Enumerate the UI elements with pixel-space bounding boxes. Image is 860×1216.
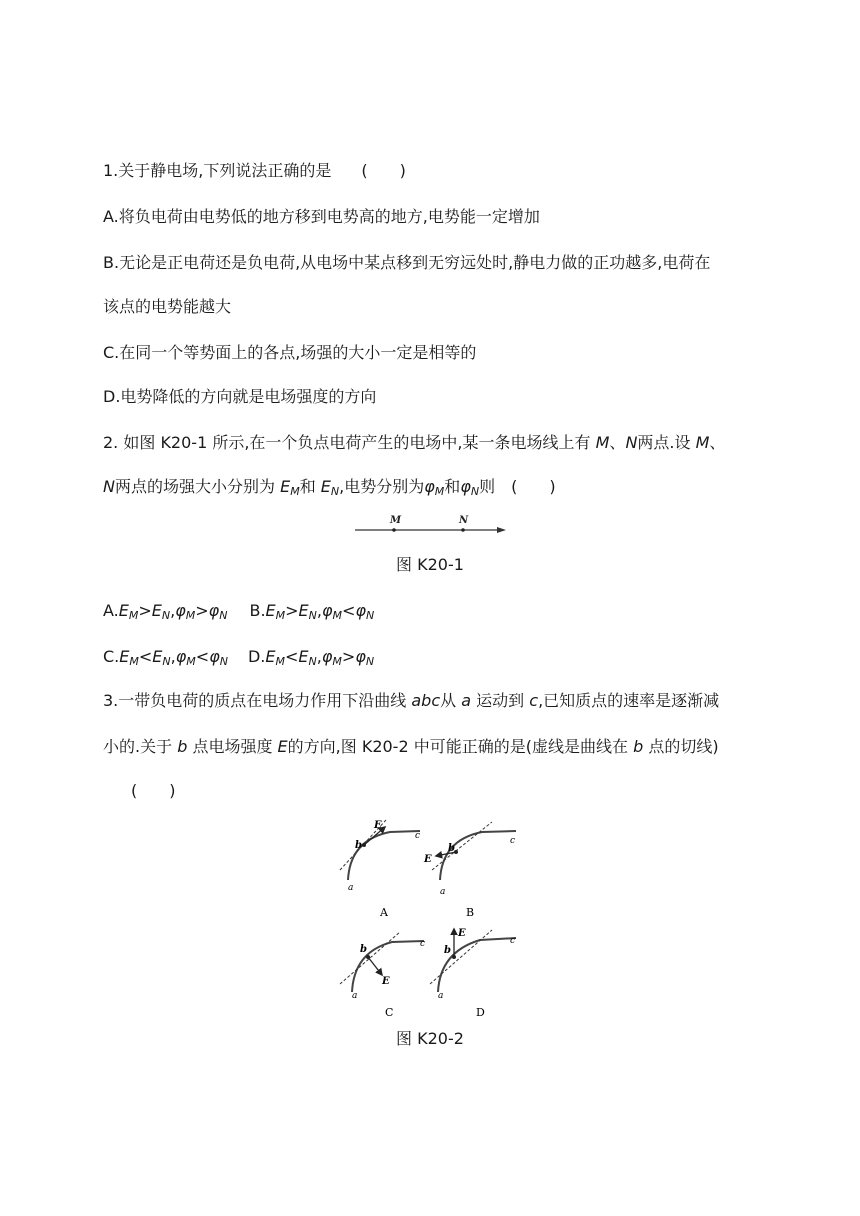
q2-phi-n: φ <box>460 477 471 496</box>
point-m-dot <box>392 528 396 532</box>
q2-point-n-2: N <box>103 477 115 496</box>
panel-c <box>340 932 425 1019</box>
point-m-label: M <box>390 515 402 526</box>
phi: φ <box>355 601 367 620</box>
phi: φ <box>208 601 220 620</box>
q1-option-d: D.电势降低的方向就是电场强度的方向 <box>103 387 377 406</box>
panel-label-c: C <box>385 1006 394 1019</box>
comma: , <box>170 601 176 620</box>
e: E <box>151 601 162 620</box>
q2-e-n: E <box>320 477 331 496</box>
comma: , <box>316 601 322 620</box>
label-e: E <box>382 976 390 987</box>
sub: M <box>128 609 139 622</box>
q3-text-2: 从 <box>440 691 457 710</box>
op: > <box>138 601 152 620</box>
q3-text-5: 小的.关于 <box>103 737 173 756</box>
q3-text-7: 的方向,图 K20-2 中可能正确的是(虚线是曲线在 <box>287 737 628 756</box>
e: E <box>265 647 276 666</box>
q3-stem-line2 <box>103 736 719 758</box>
trajectory-curve <box>440 831 516 880</box>
q3-b: b <box>177 737 188 756</box>
sub: N <box>308 609 317 622</box>
label-b: b <box>360 944 367 955</box>
trajectory-curve <box>348 831 420 880</box>
e: E <box>298 601 309 620</box>
comma: , <box>316 647 322 666</box>
q2-options-cd <box>103 646 374 668</box>
op: > <box>341 647 356 666</box>
q2-sub-m: M <box>290 485 300 498</box>
label-c: c <box>420 939 426 949</box>
panel-a <box>340 820 420 919</box>
q2-answer-paren: ( ) <box>511 477 556 496</box>
q2-point-m-2: M <box>695 433 710 452</box>
q2-opt-c-label: C. <box>103 647 120 666</box>
q3-text-6: 点电场强度 <box>192 737 273 756</box>
phi: φ <box>355 647 366 666</box>
point-n-label: N <box>459 515 469 526</box>
q3-c: c <box>529 691 539 710</box>
label-a: a <box>440 887 446 897</box>
op: < <box>285 647 299 666</box>
q2-point-n: N <box>625 433 638 452</box>
field-line-arrow <box>497 527 506 533</box>
phi: φ <box>209 647 220 666</box>
label-a: a <box>438 991 444 1001</box>
sub: N <box>308 655 317 668</box>
q1-stem-text: 1.关于静电场,下列说法正确的是 <box>103 161 332 180</box>
q2-stem-line1 <box>103 432 725 454</box>
q2-phi-m: φ <box>424 477 435 496</box>
sub: N <box>161 609 171 622</box>
label-e: E <box>458 928 466 939</box>
q2-text-3: 两点的场强大小分别为 <box>114 477 275 496</box>
label-c: c <box>415 831 421 841</box>
op: < <box>195 647 210 666</box>
q3-text-4: ,已知质点的速率是逐渐减 <box>538 691 720 710</box>
q3-stem-line1 <box>103 690 719 712</box>
figure-k20-1-caption: 图 K20-1 <box>396 555 464 574</box>
op: < <box>342 601 356 620</box>
sub: M <box>275 609 286 622</box>
phi: φ <box>321 647 333 666</box>
sub: N <box>365 655 375 668</box>
q2-e-m: E <box>280 477 291 496</box>
q2-and: 和 <box>299 477 316 496</box>
sub: N <box>162 655 171 668</box>
phi: φ <box>321 601 333 620</box>
figure-k20-2-caption: 图 K20-2 <box>396 1029 464 1048</box>
q2-text-2: 两点.设 <box>637 433 691 452</box>
figure-k20-2 <box>330 812 530 1022</box>
panel-label-b: B <box>466 906 475 919</box>
op: > <box>195 601 209 620</box>
op: > <box>285 601 299 620</box>
q2-stem-line2 <box>103 476 556 498</box>
sub: N <box>219 655 228 668</box>
e: E <box>118 601 129 620</box>
tangent-line <box>340 932 400 984</box>
field-arrow-e <box>368 957 382 975</box>
label-b: b <box>355 840 362 851</box>
q2-opt-b-label: B. <box>249 601 266 620</box>
panel-d <box>430 928 516 1019</box>
comma: , <box>170 647 176 666</box>
label-c: c <box>510 836 516 846</box>
phi: φ <box>175 601 186 620</box>
label-b: b <box>448 843 455 854</box>
q2-opt-d-label: D. <box>247 647 266 666</box>
label-e: E <box>424 854 432 865</box>
phi: φ <box>175 647 187 666</box>
q1-option-a: A.将负电荷由电势低的地方移到电势高的地方,电势能一定增加 <box>103 207 540 226</box>
q2-opt-a-label: A. <box>103 601 119 620</box>
label-b: b <box>444 945 451 956</box>
sub: M <box>185 609 196 622</box>
e: E <box>265 601 276 620</box>
sub: M <box>129 655 139 668</box>
q2-sep: 、 <box>609 433 626 452</box>
panel-label-d: D <box>476 1006 485 1019</box>
q3-text-3: 运动到 <box>476 691 525 710</box>
q2-sub-m-2: M <box>434 485 445 498</box>
label-e: E <box>374 820 382 831</box>
q1-option-c: C.在同一个等势面上的各点,场强的大小一定是相等的 <box>103 343 477 362</box>
sub: M <box>332 655 342 668</box>
label-a: a <box>352 991 358 1001</box>
q2-text-5: 则 <box>479 477 496 496</box>
q2-options-ab <box>103 600 374 622</box>
q2-sep-2: 、 <box>709 433 726 452</box>
point-n-dot <box>461 528 465 532</box>
e: E <box>152 647 163 666</box>
q2-sub-n: N <box>330 485 340 498</box>
e: E <box>119 647 130 666</box>
sub: M <box>186 655 196 668</box>
q3-text-1: 3.一带负电荷的质点在电场力作用下沿曲线 <box>103 691 407 710</box>
q2-text-4: ,电势分别为 <box>339 477 425 496</box>
panel-label-a: A <box>380 906 388 919</box>
q3-text-8: 点的切线) <box>648 737 719 756</box>
sub: M <box>332 609 343 622</box>
q1-option-b-line2: 该点的电势能越大 <box>103 297 232 316</box>
figure-k20-1 <box>350 512 510 538</box>
label-c: c <box>510 936 516 946</box>
q3-a: a <box>461 691 472 710</box>
q3-b-2: b <box>633 737 644 756</box>
q2-and-2: 和 <box>444 477 461 496</box>
q2-point-m: M <box>595 433 610 452</box>
sub: M <box>275 655 285 668</box>
q1-option-b-line1: B.无论是正电荷还是负电荷,从电场中某点移到无穷远处时,静电力做的正功越多,电荷在 <box>103 253 711 272</box>
panel-b <box>423 822 516 919</box>
q3-abc: abc <box>411 691 441 710</box>
e: E <box>298 647 309 666</box>
label-a: a <box>348 883 354 893</box>
q3-e: E <box>277 737 288 756</box>
q1-stem <box>103 160 406 182</box>
tangent-line <box>432 822 492 870</box>
sub: N <box>219 609 228 622</box>
op: < <box>138 647 153 666</box>
q2-text-1: 2. 如图 K20-1 所示,在一个负点电荷产生的电场中,某一条电场线上有 <box>103 433 591 452</box>
q3-answer-paren: ( ) <box>131 781 176 800</box>
q1-answer-paren: ( ) <box>361 161 406 180</box>
q2-sub-n-2: N <box>470 485 480 498</box>
sub: N <box>366 609 375 622</box>
